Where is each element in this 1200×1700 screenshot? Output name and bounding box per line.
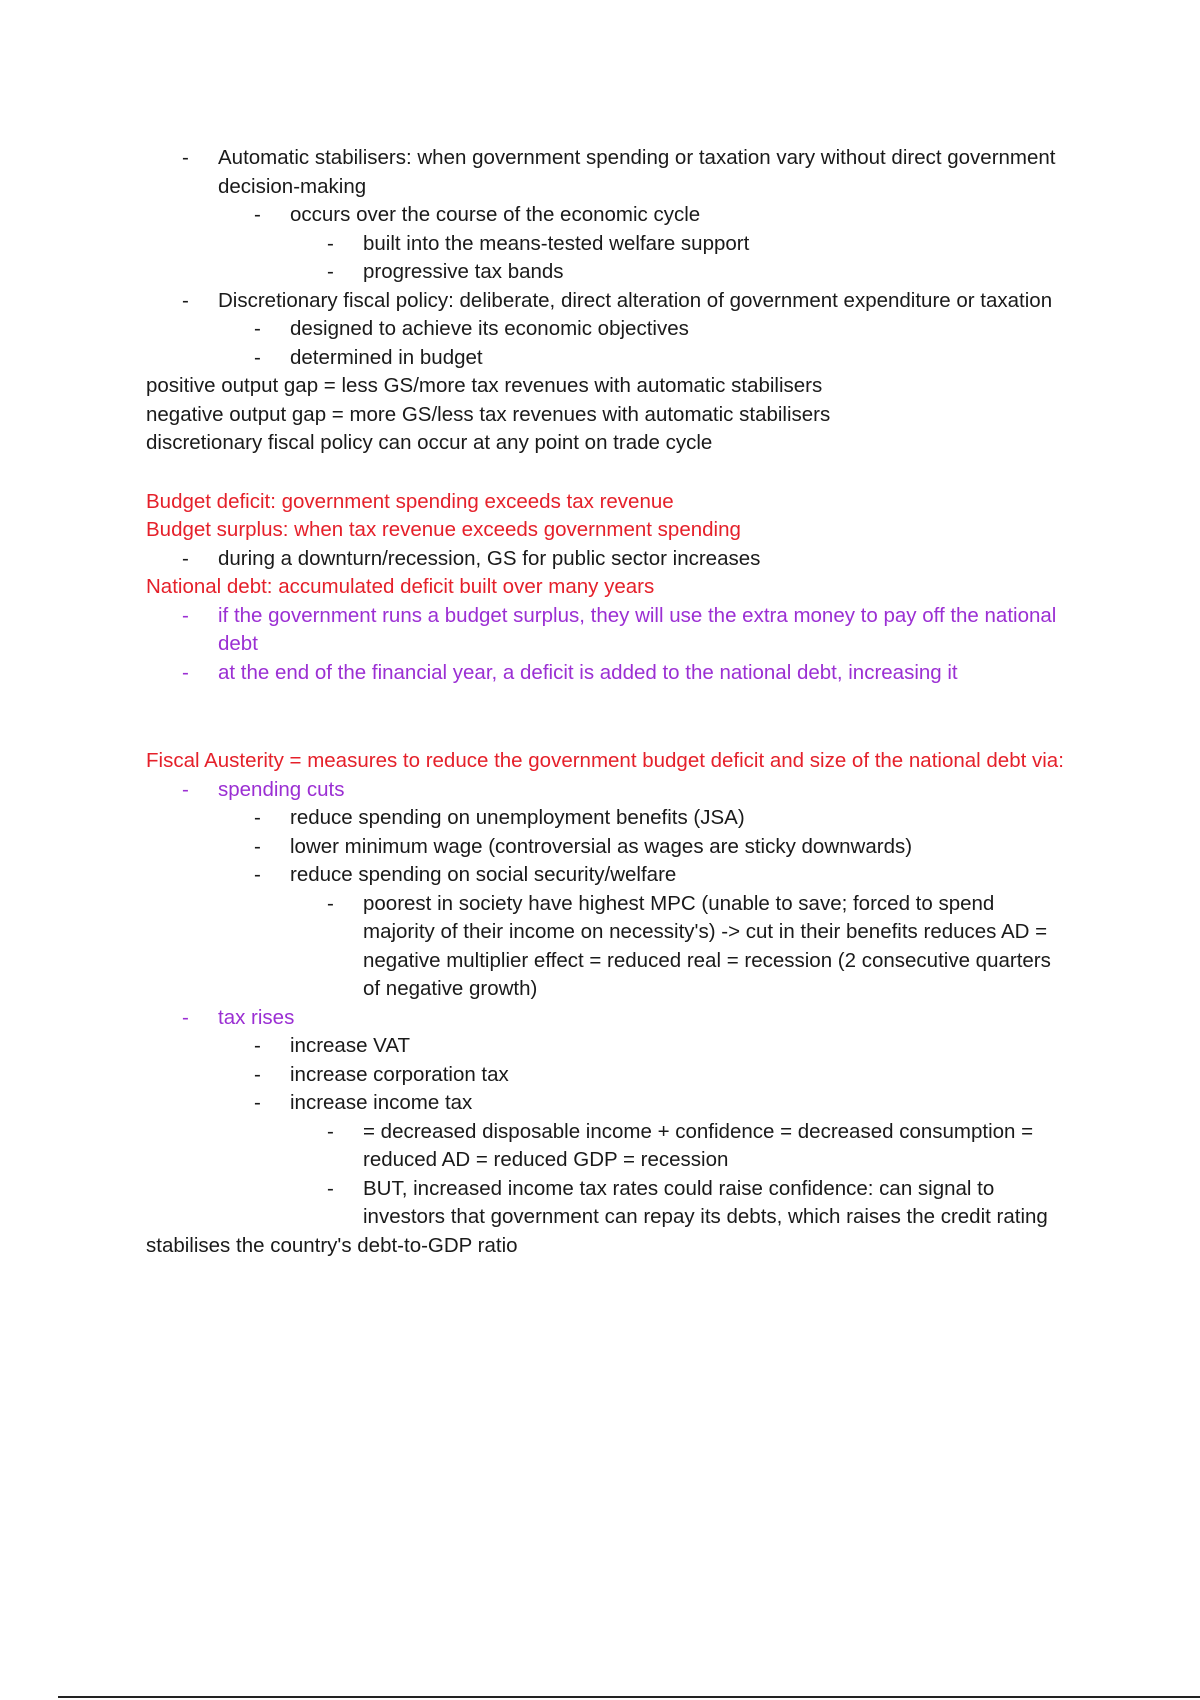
list-item-text: progressive tax bands [363,260,564,283]
spacer [146,458,1066,488]
definition-fiscal-austerity: Fiscal Austerity = measures to reduce the government budget deficit and size of the national debt via: [146,749,1064,772]
list-item-text: occurs over the course of the economic cycle [290,203,701,226]
list-item-text: if the government runs a budget surplus, they will use the extra money to pay off the national debt [218,603,1057,655]
list-item-text: lower minimum wage (controversial as wages are sticky downwards) [290,834,913,858]
paragraph-negative-output-gap: negative output gap = more GS/less tax revenues with automatic stabilisers [146,402,831,426]
list-item-text: determined in budget [290,345,483,369]
bullet-dash: - [327,231,334,255]
list-item-text: reduce spending on unemployment benefits (JSA) [290,806,745,829]
list-item [146,1061,1066,1090]
definition-budget-deficit: Budget deficit: government spending exceeds tax revenue [146,489,674,513]
list-item [146,344,1066,373]
bullet-dash: - [182,660,189,684]
bullet-dash: - [182,546,189,570]
tax-rises-heading: tax rises [218,1005,295,1029]
list-item [146,1032,1066,1061]
list-item-text: designed to achieve its economic objectives [290,317,689,340]
bullet-dash: - [254,345,261,369]
list-item-text: BUT, increased income tax rates could raise confidence: can signal to investors that government can repay its debts, which raises the credit rating [363,1176,1048,1228]
bullet-dash: - [182,603,189,627]
list-item [146,602,1066,659]
list-item-text: increase VAT [290,1034,411,1057]
list-item [146,833,1066,862]
list-item-text: increase corporation tax [290,1062,509,1086]
paragraph-discretionary-cycle: discretionary fiscal policy can occur at any point on trade cycle [146,431,713,454]
automatic-stabilisers-text: Automatic stabilisers: when government spending or taxation vary without direct government decision-making [218,146,1056,198]
list-item-text: at the end of the financial year, a deficit is added to the national debt, increasing it [218,660,958,684]
page-bottom-rule [58,1696,1200,1698]
bullet-dash: - [254,1034,261,1057]
paragraph-positive-output-gap: positive output gap = less GS/more tax revenues with automatic stabilisers [146,374,823,397]
notes-content [146,144,1066,1260]
list-item [146,861,1066,890]
spending-cuts-heading: spending cuts [218,777,345,801]
bullet-dash: - [327,891,334,915]
list-item [146,659,1066,688]
list-item [146,258,1066,287]
list-item-text: poorest in society have highest MPC (unable to save; forced to spend majority of their income on necessity's) -> cut in their benefits reduces AD = negative multiplier effect = reduced real = recession (2 consecutive quarters of negative growth) [363,891,1051,1000]
bullet-dash: - [254,203,261,226]
bullet-dash: - [327,1119,334,1143]
list-item-text: reduce spending on social security/welfare [290,863,677,886]
list-item [146,1089,1066,1118]
paragraph-debt-to-gdp: stabilises the country's debt-to-GDP ratio [146,1233,518,1257]
list-item-spending-cuts [146,776,1066,805]
definition-national-debt: National debt: accumulated deficit built over many years [146,575,655,598]
list-item [146,1175,1066,1232]
discretionary-policy-text: Discretionary fiscal policy: deliberate, direct alteration of government expenditure or taxation [218,288,1053,312]
list-item [146,804,1066,833]
list-item [146,201,1066,230]
list-item-text: during a downturn/recession, GS for public sector increases [218,546,761,570]
list-item-discretionary-policy [146,287,1066,316]
list-item-automatic-stabilisers [146,144,1066,201]
list-item [146,545,1066,574]
list-item-tax-rises [146,1004,1066,1033]
list-item-text: built into the means-tested welfare support [363,231,750,255]
bullet-dash: - [182,146,189,169]
bullet-dash: - [254,863,261,886]
list-item [146,890,1066,1004]
bullet-dash: - [254,317,261,340]
definition-budget-surplus: Budget surplus: when tax revenue exceeds government spending [146,518,741,541]
spacer [146,687,1066,747]
bullet-dash: - [182,288,189,312]
bullet-dash: - [254,834,261,858]
list-item [146,1118,1066,1175]
bullet-dash: - [254,1091,261,1114]
list-item [146,315,1066,344]
bullet-dash: - [254,806,261,829]
bullet-dash: - [182,1005,189,1029]
list-item [146,230,1066,259]
bullet-dash: - [327,260,334,283]
bullet-dash: - [327,1176,334,1200]
bullet-dash: - [254,1062,261,1086]
bullet-dash: - [182,777,189,801]
list-item-text: increase income tax [290,1091,473,1114]
list-item-text: = decreased disposable income + confidence = decreased consumption = reduced AD = reduced GDP = recession [363,1119,1034,1171]
